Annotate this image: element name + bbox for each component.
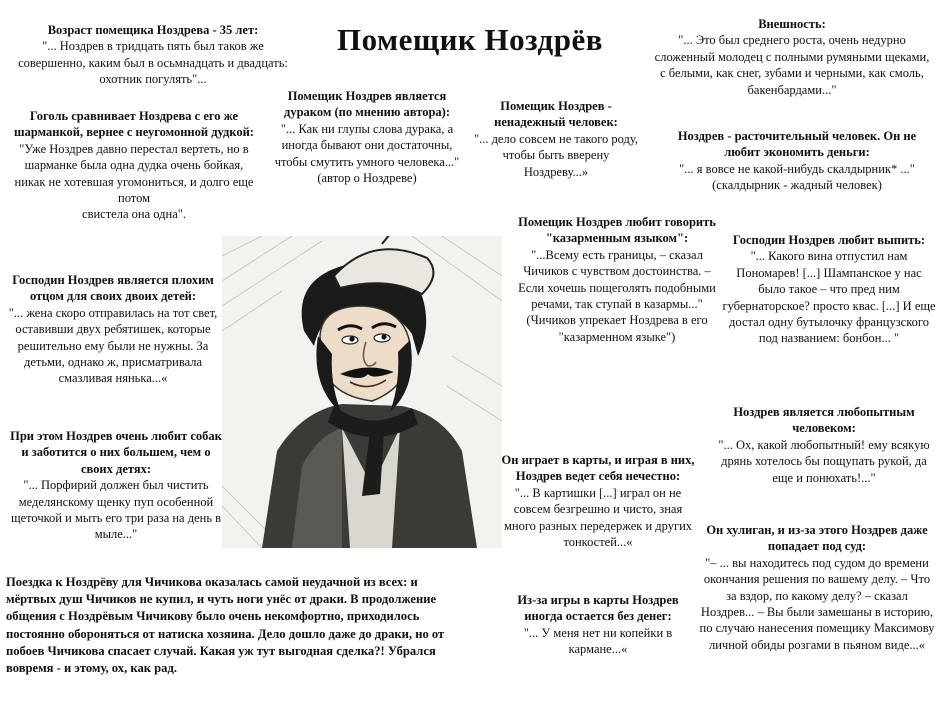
block-text: свистела она одна". [82,207,186,222]
block-heading: Ноздрев - расточительный человек. Он не любит экономить деньги: [677,129,917,160]
block-text: "... Порфирий должен был чистить меделянскому щенку пуп особенной щеточкой и мыть его три раза на день в мыле..." [10,478,222,542]
block-barracks [518,214,716,345]
block-text: "... жена скоро отправилась на тот свет, оставивши двух ребятишек, которые решительно ему были не нужны. За детьми, однако ж, присматривала смазливая нянька...« [8,305,218,386]
block-broke [500,592,696,658]
block-text: "... дело совсем не такого роду, чтобы быть вверену Ноздреву...» [473,131,639,179]
block-heading: Господин Ноздрев является плохим отцом для своих двоих детей: [12,273,214,304]
block-text: "... Ох, какой любопытный! ему всякую дрянь хотелось бы пощупать рукой, да еще и понюхать!..." [718,437,930,485]
block-text: "... В картишки [...] играл он не совсем безгрешно и чисто, зная много разных передержек и других тонкостей...« [503,485,693,550]
block-text: "Уже Ноздрев давно перестал вертеть, но в шарманке была одна дудка очень бойкая, [19,141,249,173]
block-drink [722,232,936,347]
block-cards [500,452,696,550]
block-heading: Гоголь сравнивает Ноздрева с его же шарманкой, вернее с неугомонной дудкой: [14,109,254,140]
block-heading: Господин Ноздрев любит выпить: [732,233,926,247]
block-heading: Внешность: [758,17,826,31]
block-heading: Помещик Ноздрев любит говорить "казарменным языком": [518,215,716,246]
block-text: "... Ноздрев в тридцать пять был таков же совершенно, каким был в осьмнадцать и двадцать: охотник погулять"... [18,39,288,87]
block-heading: Возраст помещика Ноздрева - 35 лет: [47,23,259,37]
block-organ [6,108,262,223]
block-text: "... Как ни глупы слова дурака, а иногда бывают они достаточны, чтобы смутить умного человека..." (автор о Ноздреве) [274,121,460,186]
block-heading: Из-за игры в карты Ноздрев иногда остается без денег: [517,593,679,624]
block-heading: Помещик Ноздрев - ненадежный человек: [494,99,618,130]
page-title: Помещик Ноздрёв [337,22,603,57]
block-heading: Он хулиган, и из-за этого Ноздрев даже попадает под суд: [706,523,928,554]
block-text: "...Всему есть границы, – сказал Чичиков с чувством достоинства. – Если хочешь пощеголять подобными речами, так ступай в казармы..." (Чичиков упрекает Ноздрева в его "казарменном языке") [518,247,716,344]
block-spender [662,128,932,194]
block-unreliable [470,98,642,180]
block-fool [272,88,462,186]
summary-paragraph: Поездка к Ноздрёву для Чичикова оказалась самой неудачной из всех: и мёртвых душ Чичиков не купил, и чуть ноги унёс от драки. В продолжение общения с Ноздрёвым Чичикову было очень некомфортно, приходилось постоянно обороняться от натиска хозяина. Дело дошло даже до драки, но от побоев Чичикова спасает случай. Какая уж тут выгодная сделка?! Убрался вовремя - и этому, ох, как рад. [6,575,445,676]
block-heading: Ноздрев является любопытным человеком: [733,405,915,436]
block-text: "... Какого вина отпустил нам Пономарев! [...] Шампанское у нас было такое – что пред ним губернаторское? просто квас. [...] И еще достал одну бутылочку французского под названием: бонбон... " [722,249,936,346]
block-text: "... я вовсе не какой-нибудь скалдырник* ..." (скалдырник - жадный человек) [679,161,915,193]
block-age [8,22,298,88]
block-hooligan [698,522,936,653]
block-text: "... У меня нет ни копейки в кармане...« [523,625,673,657]
block-text: никак не хотевшая угомониться, и долго еще потом [14,174,254,206]
block-text: "– ... вы находитесь под судом до времени окончания решения по вашему делу. – Что за вздор, по какому делу? – сказал Ноздрев... – Вы были замешаны в историю, по случаю нанесения помещику Максимову личной обиды розгами в пьяном виде...« [699,555,935,652]
portrait-illustration [222,236,502,548]
block-text: "... Это был среднего роста, очень недурно сложенный молодец с полными румяными щеками, с белыми, как снег, зубами и черными, как смоль, бакенбардами..." [654,33,930,97]
block-heading: Помещик Ноздрев является дураком (по мнению автора): [284,89,450,120]
block-curious [716,404,932,486]
block-heading: Он играет в карты, и играя в них, Ноздрев ведет себя нечестно: [501,453,695,484]
block-father [8,272,218,387]
block-dogs [6,428,226,543]
block-heading: При этом Ноздрев очень любит собак и заботится о них большем, чем о своих детях: [10,429,222,476]
block-looks [652,16,932,98]
